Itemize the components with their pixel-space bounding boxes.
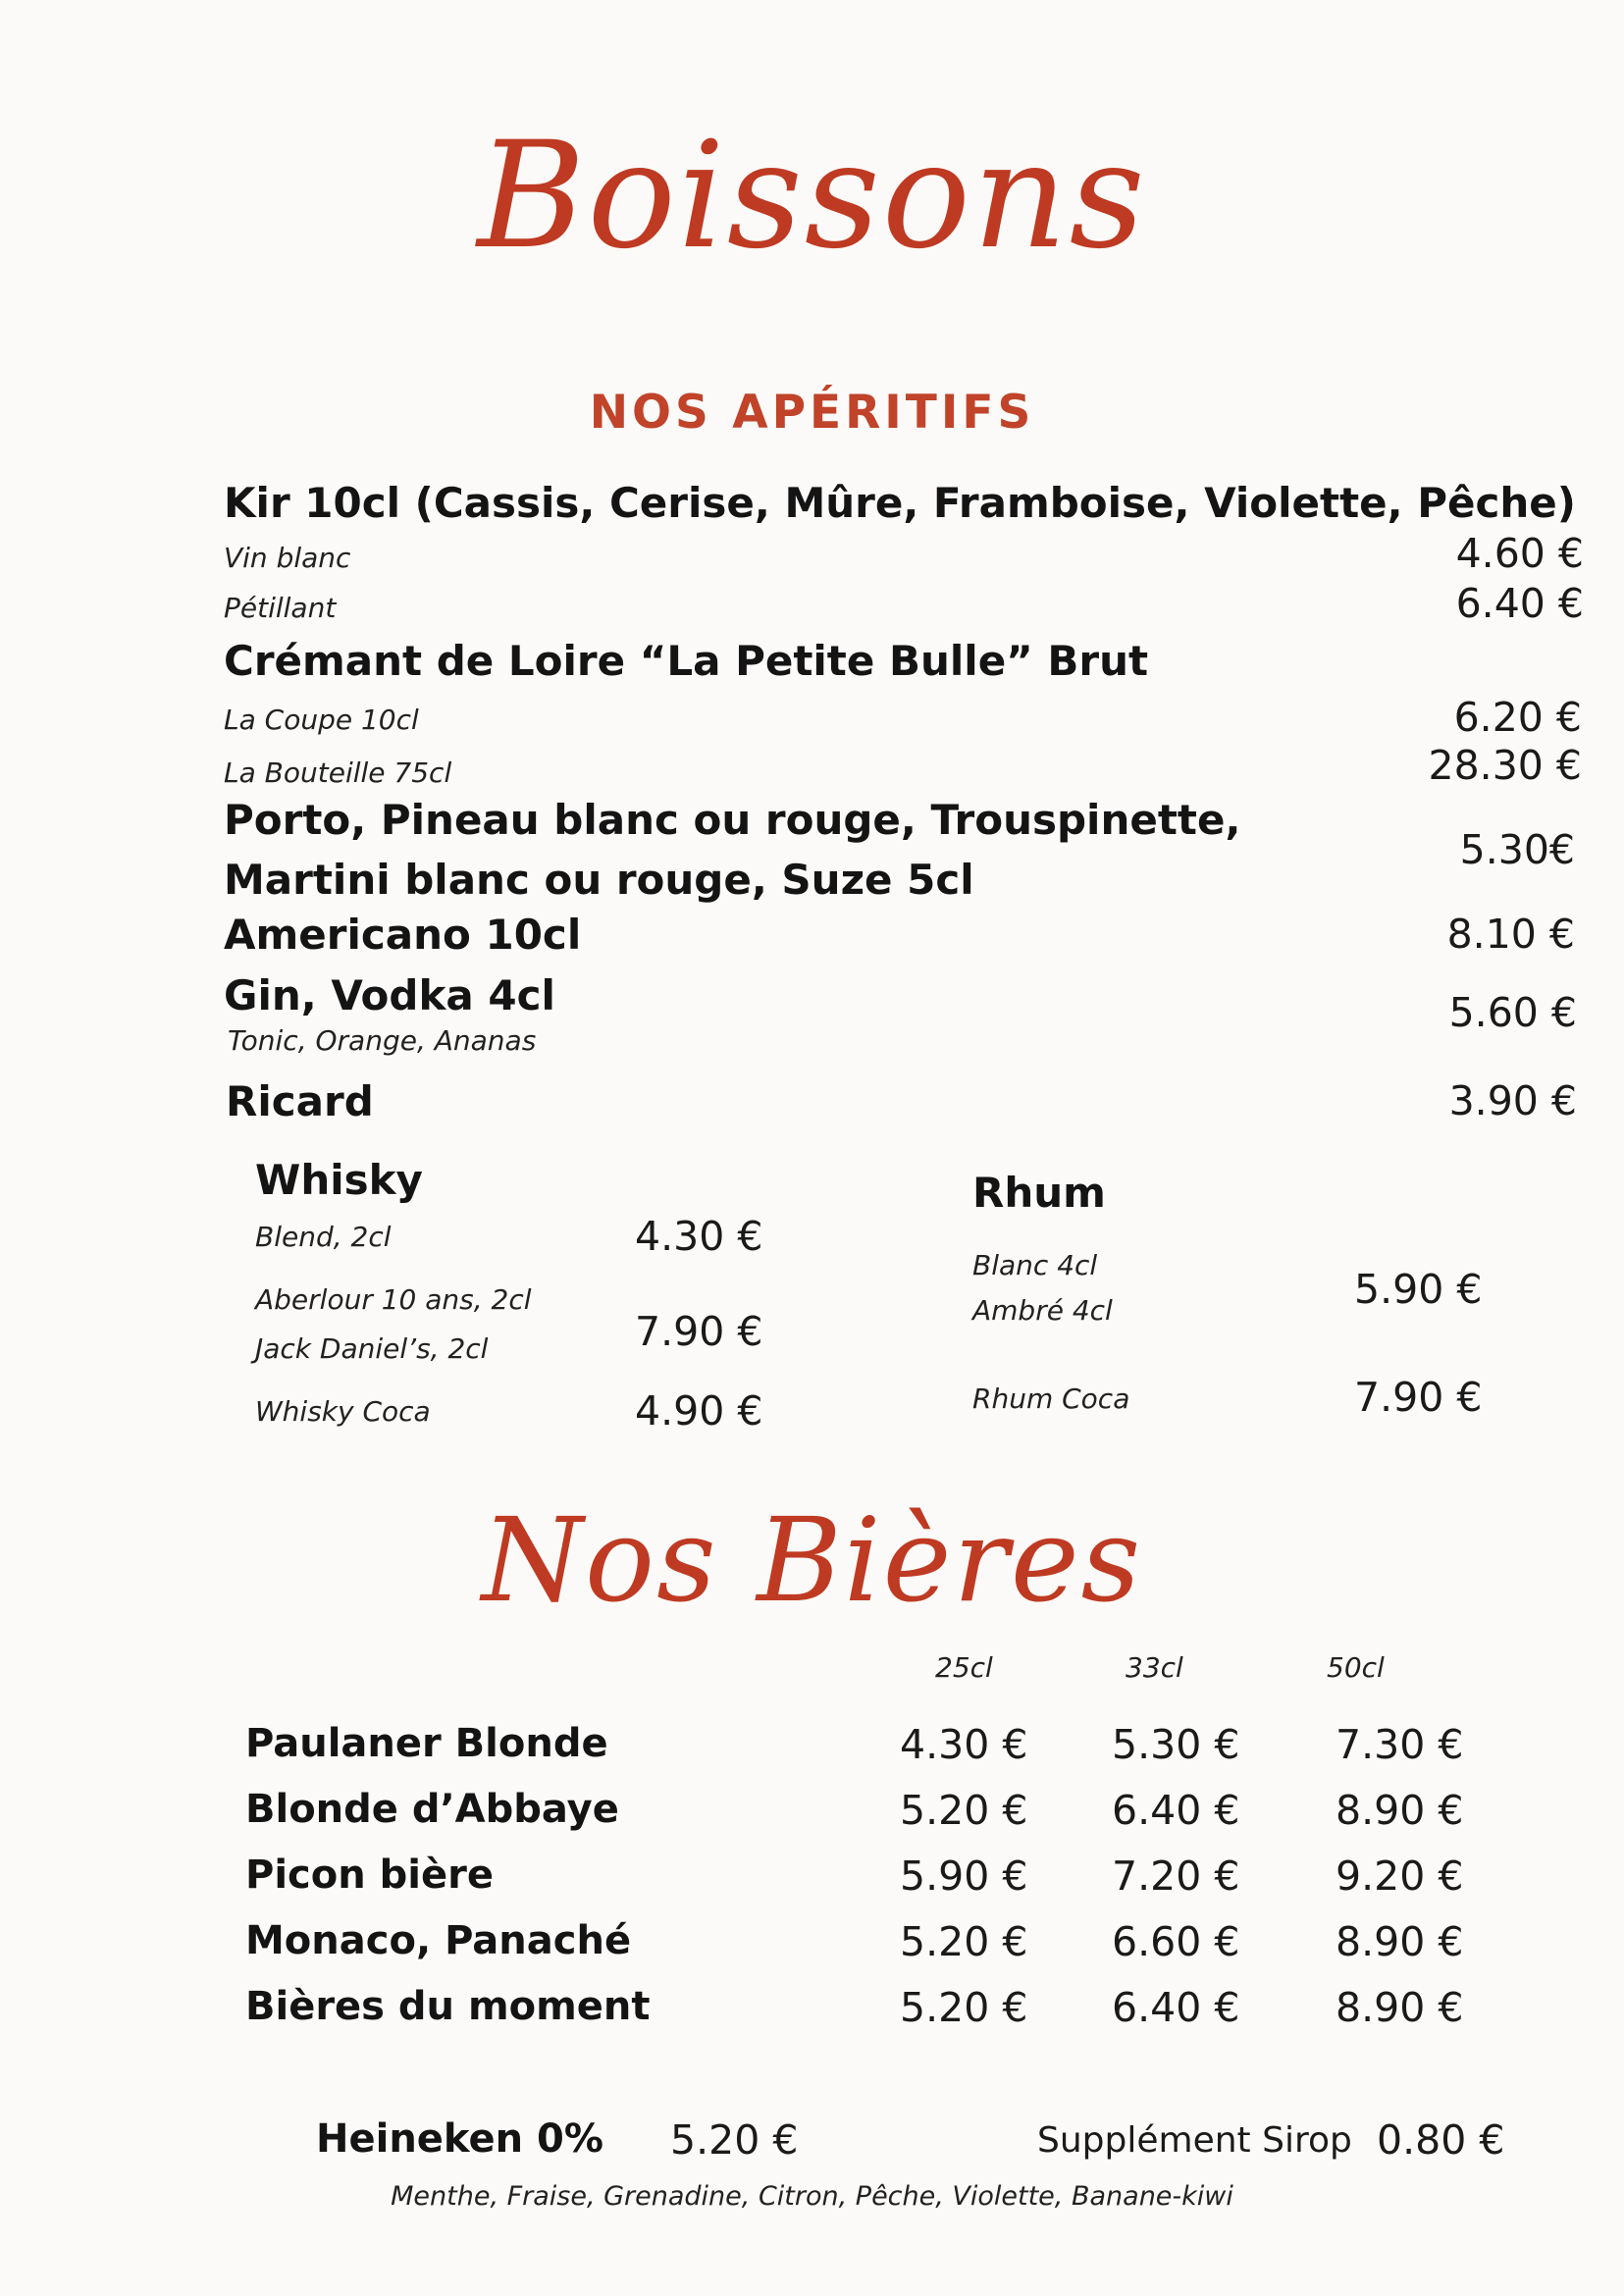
cremant-bouteille-price: 28.30 € xyxy=(1428,742,1582,789)
beer-price-25cl: 4.30 € xyxy=(900,1721,1028,1768)
whisky-blend-price: 4.30 € xyxy=(635,1213,763,1260)
porto-line2: Martini blanc ou rouge, Suze 5cl xyxy=(224,856,974,904)
rhum-ambre-label: Ambré 4cl xyxy=(972,1294,1113,1327)
beer-size-33cl: 33cl xyxy=(1126,1651,1183,1684)
whisky-jack-label: Jack Daniel’s, 2cl xyxy=(255,1332,489,1365)
whisky-coca-price: 4.90 € xyxy=(635,1387,763,1435)
beer-price-33cl: 6.40 € xyxy=(1112,1984,1240,2031)
sirop-price: 0.80 € xyxy=(1377,2116,1505,2164)
ricard-price: 3.90 € xyxy=(1448,1077,1577,1124)
rhum-coca-label: Rhum Coca xyxy=(972,1383,1130,1415)
beer-price-50cl: 8.90 € xyxy=(1336,1984,1464,2031)
kir-vin-blanc-price: 4.60 € xyxy=(1455,530,1584,577)
rhum-blanc-label: Blanc 4cl xyxy=(972,1249,1098,1281)
whisky-blend-label: Blend, 2cl xyxy=(255,1221,392,1253)
aperitifs-heading: NOS APÉRITIFS xyxy=(589,386,1035,440)
beer-price-50cl: 7.30 € xyxy=(1336,1721,1464,1768)
beer-size-50cl: 50cl xyxy=(1327,1651,1385,1684)
beer-price-25cl: 5.90 € xyxy=(900,1852,1028,1900)
porto-price: 5.30€ xyxy=(1459,826,1575,873)
beer-name: Blonde d’Abbaye xyxy=(245,1787,619,1832)
beer-price-33cl: 6.40 € xyxy=(1112,1787,1240,1834)
beer-name: Monaco, Panaché xyxy=(245,1918,632,1963)
beer-name: Paulaner Blonde xyxy=(245,1721,608,1766)
beer-name: Bières du moment xyxy=(245,1984,651,2029)
beer-size-25cl: 25cl xyxy=(935,1651,993,1684)
kir-petillant-label: Pétillant xyxy=(224,592,337,624)
beer-price-25cl: 5.20 € xyxy=(900,1787,1028,1834)
sirop-label: Supplément Sirop xyxy=(1037,2120,1352,2161)
americano-name: Americano 10cl xyxy=(224,911,582,959)
whisky-heading: Whisky xyxy=(255,1156,423,1204)
americano-price: 8.10 € xyxy=(1446,911,1575,958)
rhum-coca-price: 7.90 € xyxy=(1354,1374,1483,1421)
gin-mixers: Tonic, Orange, Ananas xyxy=(228,1024,537,1057)
beer-price-33cl: 7.20 € xyxy=(1112,1852,1240,1900)
kir-petillant-price: 6.40 € xyxy=(1455,580,1584,627)
heineken-name: Heineken 0% xyxy=(316,2116,603,2162)
page-title: Boissons xyxy=(477,111,1147,282)
whisky-aberlour-jack-price: 7.90 € xyxy=(635,1308,763,1355)
rhum-blanc-ambre-price: 5.90 € xyxy=(1354,1266,1483,1313)
beer-price-25cl: 5.20 € xyxy=(900,1984,1028,2031)
beer-price-50cl: 8.90 € xyxy=(1336,1787,1464,1834)
heineken-price: 5.20 € xyxy=(670,2116,799,2164)
cremant-coupe-label: La Coupe 10cl xyxy=(224,704,419,736)
gin-price: 5.60 € xyxy=(1448,989,1577,1036)
beer-price-50cl: 9.20 € xyxy=(1336,1852,1464,1900)
beer-name: Picon bière xyxy=(245,1852,494,1898)
beer-price-50cl: 8.90 € xyxy=(1336,1918,1464,1965)
beer-price-25cl: 5.20 € xyxy=(900,1918,1028,1965)
gin-name: Gin, Vodka 4cl xyxy=(224,971,555,1019)
sirop-flavors: Menthe, Fraise, Grenadine, Citron, Pêche, Violette, Banane-kiwi xyxy=(391,2181,1233,2212)
kir-name: Kir 10cl (Cassis, Cerise, Mûre, Framboise, Violette, Pêche) xyxy=(224,479,1576,527)
ricard-name: Ricard xyxy=(226,1077,374,1125)
whisky-coca-label: Whisky Coca xyxy=(255,1395,431,1428)
porto-line1: Porto, Pineau blanc ou rouge, Trouspinette, xyxy=(224,796,1241,844)
kir-vin-blanc-label: Vin blanc xyxy=(224,542,351,574)
beer-price-33cl: 5.30 € xyxy=(1112,1721,1240,1768)
whisky-aberlour-label: Aberlour 10 ans, 2cl xyxy=(255,1283,532,1316)
beer-price-33cl: 6.60 € xyxy=(1112,1918,1240,1965)
cremant-bouteille-label: La Bouteille 75cl xyxy=(224,757,452,789)
cremant-coupe-price: 6.20 € xyxy=(1453,694,1582,741)
beers-title: Nos Bières xyxy=(481,1492,1143,1628)
rhum-heading: Rhum xyxy=(972,1169,1106,1217)
cremant-name: Crémant de Loire “La Petite Bulle” Brut xyxy=(224,637,1149,685)
